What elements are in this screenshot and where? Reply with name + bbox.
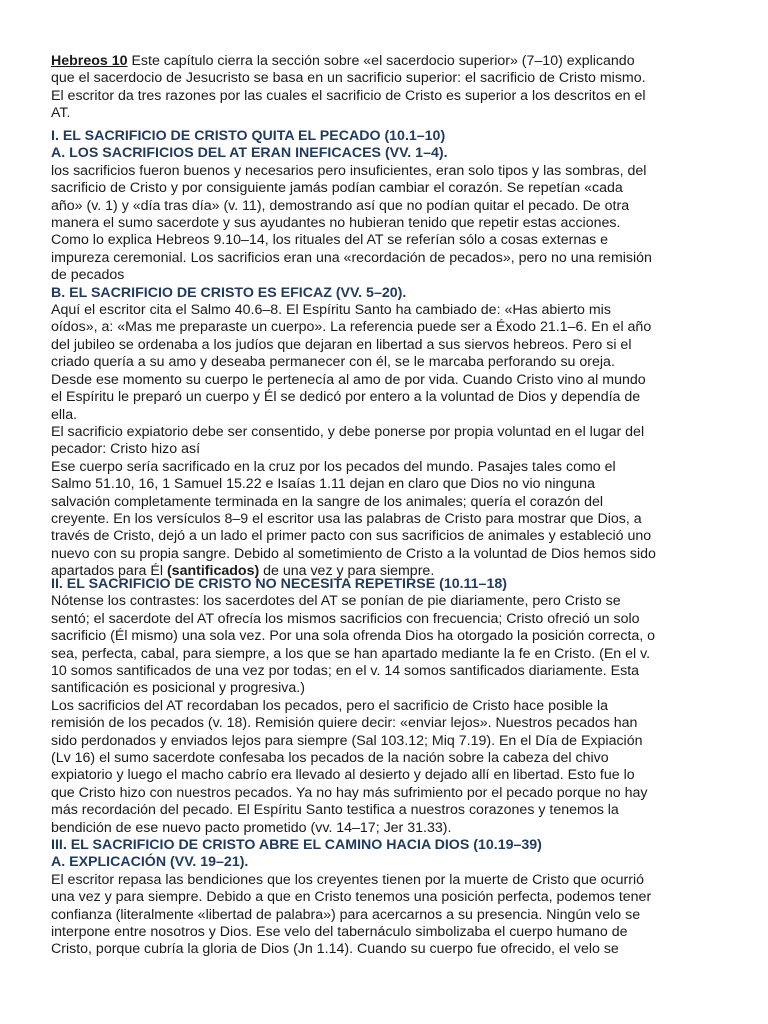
body-line: los sacrificios fueron buenos y necesarios pero insuficientes, eran solo tipos y las sombras, del	[51, 162, 647, 179]
santificados-term: (santificados)	[166, 563, 260, 580]
intro-line: Hebreos 10 Este capítulo cierra la sección sobre «el sacerdocio superior» (7–10) explicando	[51, 53, 635, 69]
section-1a-heading: A. LOS SACRIFICIOS DEL AT ERAN INEFICACES (VV. 1–4).	[51, 145, 448, 162]
body-line: interpone entre nosotros y Dios. Ese velo del tabernáculo simbolizaba el cuerpo humano de	[51, 924, 628, 941]
body-line: Aquí el escritor cita el Salmo 40.6–8. El Espíritu Santo ha cambiado de: «Has abierto mis	[51, 302, 611, 319]
body-line: sacrificio (Él mismo) una sola vez. Por una sola ofrenda Dios ha otorgado la posición correcta, o	[51, 628, 656, 645]
body-line: pecador: Cristo hizo así	[51, 441, 201, 458]
body-line: El escritor repasa las bendiciones que los creyentes tienen por la muerte de Cristo que ocurrió	[51, 871, 645, 888]
section-2	[51, 576, 715, 837]
body-line: salvación completamente terminada en la sangre de los animales; quería el corazón del	[51, 493, 604, 510]
section-3	[51, 837, 715, 959]
body-line: más recordación del pecado. El Espíritu Santo testifica a nuestros corazones y tenemos la	[51, 802, 619, 819]
body-line: una vez y para siempre. Debido a que en Cristo tenemos una posición perfecta, podemos tener	[51, 889, 652, 906]
body-line: apartados para Él (santificados) de una vez y para siempre.	[51, 563, 435, 580]
body-line: año» (v. 1) y «día tras día» (v. 11), demostrando así que no podían quitar el pecado. De otra	[51, 197, 630, 214]
body-line: que Cristo hizo con nuestros pecados. Ya no hay más sufrimiento por el pecado porque no hay	[51, 784, 648, 801]
body-line: bendición de ese nuevo pacto prometido (vv. 14–17; Jer 31.33).	[51, 819, 452, 836]
body-line: de pecados	[51, 267, 125, 284]
body-line: el Espíritu le preparó un cuerpo y Él se dedicó por entero a la voluntad de Dios y dependía de	[51, 389, 641, 406]
section-1b-heading: B. EL SACRIFICIO DE CRISTO ES EFICAZ (VV. 5–20).	[51, 284, 407, 301]
body-line: través de Cristo, dejó a un lado el primer pacto con sus sacrificios de animales y estableció uno	[51, 528, 652, 545]
body-line: El sacrificio expiatorio debe ser consentido, y debe ponerse por propia voluntad en el lugar del	[51, 423, 645, 440]
body-line: Salmo 51.10, 16, 1 Samuel 15.22 e Isaías 1.11 dejan en claro que Dios no vio ninguna	[51, 476, 595, 493]
body-line: remisión de los pecados (v. 18). Remisión quiere decir: «enviar lejos». Nuestros pecados han	[51, 715, 638, 732]
intro-line: El escritor da tres razones por las cuales el sacrificio de Cristo es superior a los descritos en el	[51, 87, 646, 104]
body-line: Nótense los contrastes: los sacerdotes del AT se ponían de pie diariamente, pero Cristo se	[51, 593, 621, 610]
body-line: Ese cuerpo sería sacrificado en la cruz por los pecados del mundo. Pasajes tales como el	[51, 458, 616, 475]
section-3-heading: III. EL SACRIFICIO DE CRISTO ABRE EL CAMINO HACIA DIOS (10.19–39)	[51, 837, 542, 853]
chapter-title: Hebreos 10	[51, 53, 128, 69]
body-line: del jubileo se ordenaba a los judíos que dejaran en libertad a sus siervos hebreos. Pero si el	[51, 336, 632, 353]
intro-line: AT.	[51, 105, 71, 122]
body-line: santificación es posicional y progresiva.)	[51, 680, 305, 697]
intro-paragraph	[51, 53, 715, 123]
body-line: oídos», a: «Mas me preparaste un cuerpo». La referencia puede ser a Éxodo 21.1–6. En el año	[51, 319, 652, 336]
body-line: sea, perfecta, cabal, para siempre, a los que se han apartado mediante la fe en Cristo. (En el v.	[51, 645, 651, 662]
body-line: confianza (literalmente «libertad de palabra») para acercarnos a su presencia. Ningún velo se	[51, 906, 641, 923]
body-line: ella.	[51, 406, 78, 423]
body-line: criado quería a su amo y deseaba permanecer con él, se le marcaba perforando su oreja.	[51, 354, 615, 371]
body-line: creyente. En los versículos 8–9 el escritor usa las palabras de Cristo para mostrar que Dios, a	[51, 510, 642, 527]
body-line: Como lo explica Hebreos 9.10–14, los rituales del AT se referían sólo a cosas externas e	[51, 232, 609, 249]
body-line: impureza ceremonial. Los sacrificios eran una «recordación de pecados», pero no una remisión	[51, 249, 652, 266]
body-line: manera el sumo sacerdote y sus ayudantes no hubieran tenido que repetir estas acciones.	[51, 215, 621, 232]
body-line: expiatorio y luego el macho cabrío era llevado al desierto y dejado allí en libertad. Esto fue lo	[51, 767, 635, 784]
body-line: nuevo con su propia sangre. Debido al sometimiento de Cristo a la voluntad de Dios hemos sido	[51, 545, 656, 562]
intro-line: que el sacerdocio de Jesucristo se basa en un sacrificio superior: el sacrificio de Cristo mismo.	[51, 70, 646, 87]
body-line: sido perdonados y enviados lejos para siempre (Sal 103.12; Miq 7.19). En el Día de Expiación	[51, 732, 643, 749]
section-2-heading: II. EL SACRIFICIO DE CRISTO NO NECESITA REPETIRSE (10.11–18)	[51, 576, 507, 592]
section-1	[51, 128, 715, 581]
body-line: 10 somos santificados de una vez por todas; en el v. 14 somos santificados diariamente. Esta	[51, 663, 640, 680]
body-line: Cristo, porque cubría la gloria de Dios (Jn 1.14). Cuando su cuerpo fue ofrecido, el velo se	[51, 941, 619, 958]
section-1-heading: I. EL SACRIFICIO DE CRISTO QUITA EL PECADO (10.1–10)	[51, 128, 446, 144]
body-line: Los sacrificios del AT recordaban los pecados, pero el sacrificio de Cristo hace posible la	[51, 697, 609, 714]
body-line: sacrificio de Cristo y por consiguiente jamás podían cambiar el corazón. Se repetían «cada	[51, 180, 623, 197]
body-line: sentó; el sacerdote del AT ofrecía los mismos sacrificios con frecuencia; Cristo ofreció un solo	[51, 610, 640, 627]
section-3a-heading: A. EXPLICACIÓN (VV. 19–21).	[51, 854, 249, 871]
body-line: Desde ese momento su cuerpo le pertenecía al amo de por vida. Cuando Cristo vino al mundo	[51, 371, 646, 388]
body-line: (Lv 16) el sumo sacerdote confesaba los pecados de la nación sobre la cabeza del chivo	[51, 750, 609, 767]
